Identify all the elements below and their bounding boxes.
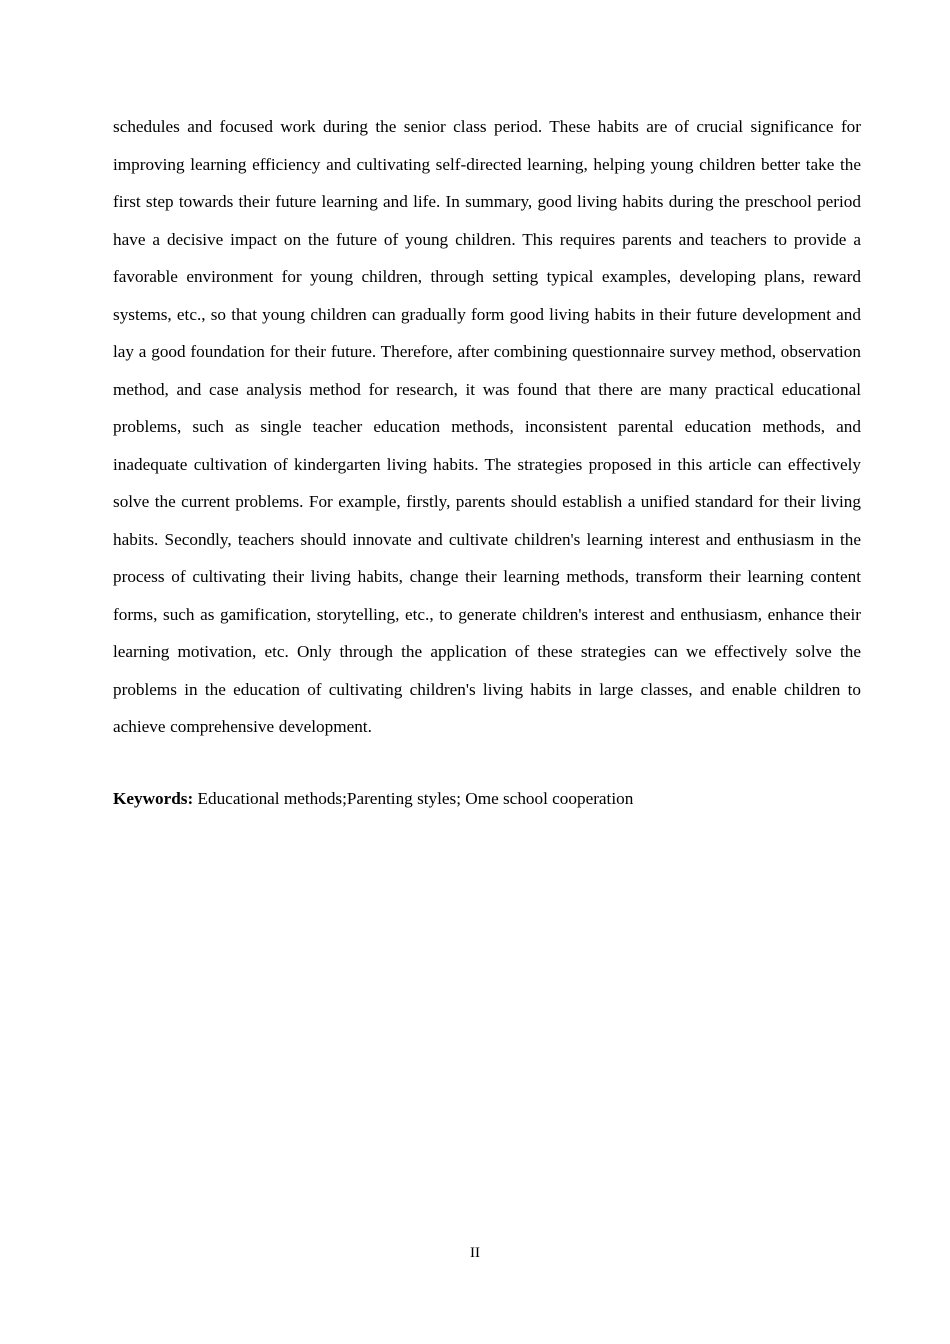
keywords-value: Educational methods;Parenting styles; Ome school cooperation bbox=[193, 788, 634, 808]
keywords-line bbox=[113, 780, 861, 818]
page-footer bbox=[0, 1243, 950, 1263]
abstract-body-paragraph: schedules and focused work during the senior class period. These habits are of crucial significance for improving learning efficiency and cultivating self-directed learning, helping young children better take the first step towards their future learning and life. In summary, good living habits during the preschool period have a decisive impact on the future of young children. This requires parents and teachers to provide a favorable environment for young children, through setting typical examples, developing plans, reward systems, etc., so that young children can gradually form good living habits in their future development and lay a good foundation for their future. Therefore, after combining questionnaire survey method, observation method, and case analysis method for research, it was found that there are many practical educational problems, such as single teacher education methods, inconsistent parental education methods, and inadequate cultivation of kindergarten living habits. The strategies proposed in this article can effectively solve the current problems. For example, firstly, parents should establish a unified standard for their living habits. Secondly, teachers should innovate and cultivate children's learning interest and enthusiasm in the process of cultivating their living habits, change their learning methods, transform their learning content forms, such as gamification, storytelling, etc., to generate children's interest and enthusiasm, enhance their learning motivation, etc. Only through the application of these strategies can we effectively solve the problems in the education of cultivating children's living habits in large classes, and enable children to achieve comprehensive development. bbox=[113, 117, 861, 736]
keywords-label: Keywords: bbox=[113, 788, 194, 808]
page-number: II bbox=[470, 1245, 480, 1261]
document-content-area bbox=[113, 108, 861, 834]
